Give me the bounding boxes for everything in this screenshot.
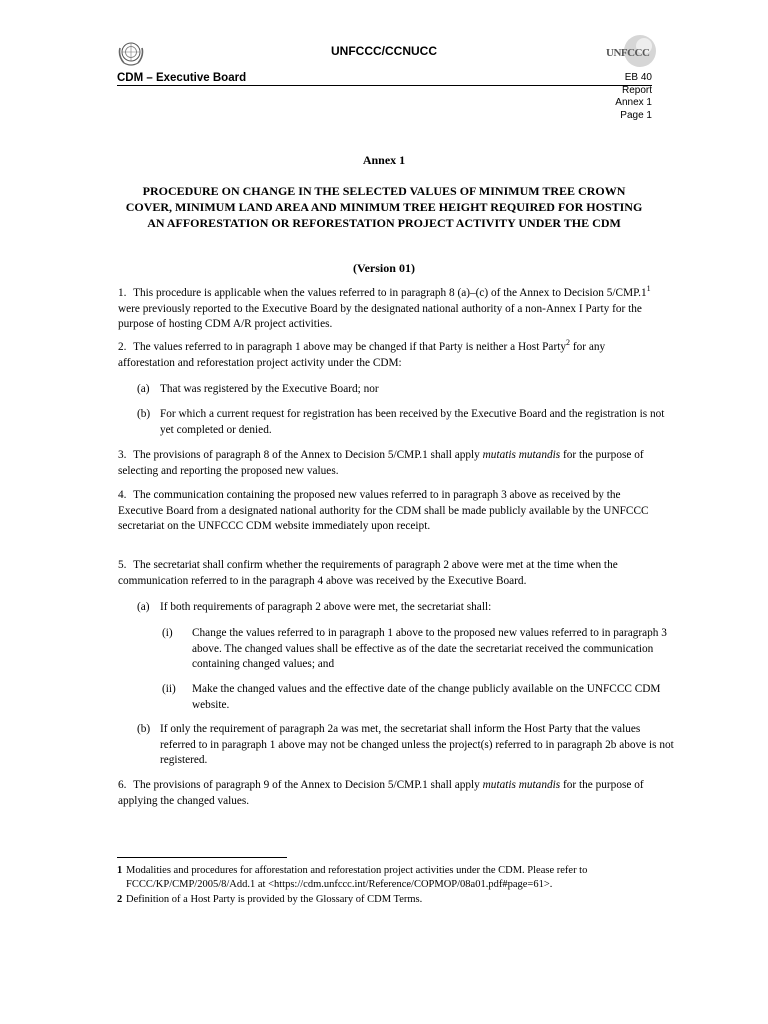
header-reference (615, 72, 652, 122)
footnote-number: 2 (117, 894, 123, 905)
footnote-divider (117, 857, 287, 858)
item-label: (ii) (162, 683, 176, 695)
version-label: (Version 01) (353, 261, 415, 275)
subparagraph-2a (137, 382, 675, 398)
footnote-ref: 1 (646, 284, 651, 294)
latin-phrase: mutatis mutandis (482, 449, 561, 461)
footnote-text: Modalities and procedures for afforestation and reforestation project activities under the CDM. Please refer to FCCC/KP/CMP/2005/8/Add.1 at <https://cdm.unfccc.int/Reference/COPMOP/08a01.pdf#page=61>. (126, 865, 588, 890)
paragraph-6 (118, 778, 652, 809)
paragraph-text: The secretariat shall confirm whether the requirements of paragraph 2 above were met at the time when the communication referred to in the paragraph 4 above was received by the Executive Board. (118, 559, 618, 587)
item-label: (i) (162, 627, 173, 639)
paragraph-text: This procedure is applicable when the values referred to in paragraph 8 (a)–(c) of the Annex to Decision 5/CMP.1 (133, 287, 647, 299)
subparagraph-label: (a) (137, 383, 150, 395)
item-text: Change the values referred to in paragraph 1 above to the proposed new values referred to in paragraph 3 above. The changed values shall be effective as of the date the secretariat received the communication containing changed values; and (192, 627, 667, 670)
paragraph-number: 5. (118, 559, 127, 571)
paragraph-text: for the purpose of selecting and reporting the proposed new values. (118, 449, 644, 477)
subparagraph-2b (137, 407, 675, 438)
latin-phrase: mutatis mutandis (482, 779, 561, 791)
paragraph-text: were previously reported to the Executive Board by the designated national authority of a non-Annex I Party for the purpose of hosting CDM A/R project activities. (118, 302, 642, 330)
header-ref-line: EB 40 (624, 72, 652, 83)
item-text: Make the changed values and the effective date of the change publicly available on the UNFCCC CDM website. (192, 683, 661, 711)
subparagraph-text: That was registered by the Executive Board; nor (160, 383, 379, 395)
paragraph-4 (118, 488, 652, 535)
header-divider (117, 85, 652, 86)
subparagraph-5a (137, 600, 675, 616)
annex-label: Annex 1 (362, 153, 406, 167)
paragraph-1 (118, 286, 652, 333)
paragraph-number: 1. (118, 287, 127, 299)
subparagraph-label: (b) (137, 723, 151, 735)
paragraph-3 (118, 448, 652, 479)
subparagraph-text: If only the requirement of paragraph 2a was met, the secretariat shall inform the Host Party that the values referred to in paragraph 1 above may not be changed unless the project(s) referred to in paragraph 2b above is not registered. (160, 723, 674, 766)
svg-text:UNFCCC: UNFCCC (606, 47, 650, 59)
header-ref-line: Page 1 (620, 109, 652, 121)
header-ref-line: Report (621, 84, 652, 96)
header-organization: UNFCCC/CCNUCC (331, 44, 437, 58)
document-title: PROCEDURE ON CHANGE IN THE SELECTED VALUES OF MINIMUM TREE CROWN COVER, MINIMUM LAND AREA AND MINIMUM TREE HEIGHT REQUIRED FOR HOSTING AN AFFORESTATION OR REFORESTATION PROJECT ACTIVITY UNDER THE CDM (125, 184, 643, 230)
paragraph-text: The values referred to in paragraph 1 above may be changed if that Party is neither a Host Party (133, 341, 566, 353)
paragraph-5 (118, 558, 652, 589)
footnote-2 (117, 893, 657, 907)
subparagraph-label: (b) (137, 408, 151, 420)
item-5a-ii (162, 682, 682, 713)
footnote-text: Definition of a Host Party is provided by the Glossary of CDM Terms. (126, 894, 423, 905)
paragraph-text: The provisions of paragraph 8 of the Annex to Decision 5/CMP.1 shall apply (133, 449, 483, 461)
footnote-ref: 2 (566, 338, 570, 348)
footnote-number: 1 (117, 865, 123, 876)
paragraph-text: for the purpose of applying the changed values. (118, 779, 644, 807)
paragraph-number: 6. (118, 779, 127, 791)
paragraph-text: The communication containing the proposed new values referred to in paragraph 3 above as received by the Executive Board from a designated national authority for the CDM shall be made publicly available by the UNFCCC secretariat on the UNFCCC CDM website immediately upon receipt. (118, 489, 649, 532)
paragraph-text: The provisions of paragraph 9 of the Annex to Decision 5/CMP.1 shall apply (133, 779, 483, 791)
footnote-1 (117, 864, 657, 892)
subparagraph-text: For which a current request for registration has been received by the Executive Board and the registration is not yet completed or denied. (160, 408, 665, 436)
header-ref-line: Annex 1 (615, 97, 652, 108)
subparagraph-5b (137, 722, 675, 769)
subparagraph-label: (a) (137, 601, 150, 613)
paragraph-number: 3. (118, 449, 127, 461)
paragraph-2 (118, 340, 652, 371)
unfccc-logo-icon (604, 32, 660, 70)
paragraph-text: for any afforestation and reforestation project activity under the CDM: (118, 341, 606, 369)
header-board-name: CDM – Executive Board (117, 72, 247, 84)
paragraph-number: 2. (118, 341, 127, 353)
item-5a-i (162, 626, 682, 673)
subparagraph-text: If both requirements of paragraph 2 above were met, the secretariat shall: (160, 601, 492, 613)
paragraph-number: 4. (118, 489, 127, 501)
